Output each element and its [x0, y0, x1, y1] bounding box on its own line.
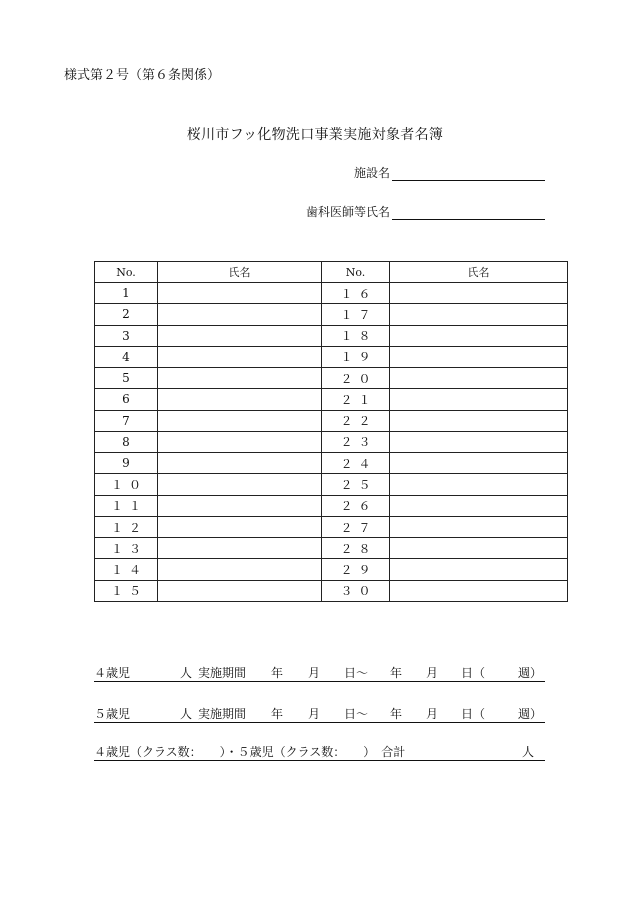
row-name-right[interactable] [390, 559, 568, 580]
row-no-left: 1 [95, 283, 158, 304]
row-name-left[interactable] [158, 453, 322, 474]
row-name-left[interactable] [158, 474, 322, 495]
row-no-right: ２６ [322, 495, 390, 516]
age5-person-unit: 人 [180, 707, 193, 721]
age4-label: ４歳児 [94, 666, 131, 680]
age4-year2: 年 [390, 666, 403, 680]
row-no-left: 7 [95, 410, 158, 431]
row-name-right[interactable] [390, 431, 568, 452]
age4-person-unit: 人 [180, 666, 193, 680]
row-no-left: 6 [95, 389, 158, 410]
table-row [95, 474, 568, 495]
row-no-right: ２５ [322, 474, 390, 495]
row-name-right[interactable] [390, 283, 568, 304]
row-no-left: 3 [95, 325, 158, 346]
row-no-right: ２７ [322, 516, 390, 537]
table-row [95, 410, 568, 431]
row-name-left[interactable] [158, 283, 322, 304]
row-no-right: ２４ [322, 453, 390, 474]
age5-month1: 月 [308, 707, 321, 721]
row-name-left[interactable] [158, 389, 322, 410]
row-no-right: ２９ [322, 559, 390, 580]
table-header-row [95, 262, 568, 283]
age5-label: ５歳児 [94, 707, 131, 721]
row-name-left[interactable] [158, 410, 322, 431]
row-name-right[interactable] [390, 580, 568, 601]
row-no-left: １２ [95, 516, 158, 537]
row-no-left: 4 [95, 346, 158, 367]
row-no-left: １４ [95, 559, 158, 580]
row-name-left[interactable] [158, 516, 322, 537]
table-row [95, 325, 568, 346]
row-name-left[interactable] [158, 325, 322, 346]
row-name-right[interactable] [390, 453, 568, 474]
facility-input-line[interactable] [392, 166, 545, 181]
table-row [95, 283, 568, 304]
class-count-total-label: ４歳児（クラス数： ）・５歳児（クラス数： ） 合計 [94, 745, 406, 759]
table-row [95, 516, 568, 537]
table-row [95, 431, 568, 452]
age4-month1: 月 [308, 666, 321, 680]
summary-row-age5 [94, 705, 545, 723]
row-no-left: １１ [95, 495, 158, 516]
row-no-right: １９ [322, 346, 390, 367]
table-row [95, 559, 568, 580]
table-row [95, 304, 568, 325]
row-name-right[interactable] [390, 389, 568, 410]
table-row [95, 580, 568, 601]
row-name-right[interactable] [390, 346, 568, 367]
row-name-left[interactable] [158, 304, 322, 325]
age5-month2: 月 [426, 707, 439, 721]
row-no-right: ２８ [322, 538, 390, 559]
row-no-right: ２１ [322, 389, 390, 410]
row-name-left[interactable] [158, 431, 322, 452]
row-name-left[interactable] [158, 559, 322, 580]
summary-row-age4 [94, 664, 545, 682]
row-name-right[interactable] [390, 410, 568, 431]
row-no-right: ２２ [322, 410, 390, 431]
row-no-right: ２３ [322, 431, 390, 452]
dentist-field[interactable] [306, 203, 545, 220]
dentist-input-line[interactable] [392, 205, 545, 220]
row-no-right: ３０ [322, 580, 390, 601]
row-name-right[interactable] [390, 538, 568, 559]
row-no-right: １７ [322, 304, 390, 325]
row-no-right: ２０ [322, 368, 390, 389]
row-name-left[interactable] [158, 495, 322, 516]
page-title: 桜川市フッ化物洗口事業実施対象者名簿 [186, 127, 444, 143]
age5-day2: 日（ [461, 707, 486, 721]
row-no-right: １８ [322, 325, 390, 346]
table-row [95, 389, 568, 410]
row-no-left: 5 [95, 368, 158, 389]
row-no-left: １３ [95, 538, 158, 559]
row-name-right[interactable] [390, 368, 568, 389]
age4-year1: 年 [271, 666, 284, 680]
row-no-left: 2 [95, 304, 158, 325]
age4-period-label: 実施期間 [198, 666, 247, 680]
row-name-left[interactable] [158, 368, 322, 389]
header-name-right: 氏名 [390, 262, 568, 283]
table-row [95, 368, 568, 389]
age4-day2: 日（ [461, 666, 486, 680]
row-name-left[interactable] [158, 538, 322, 559]
age5-year2: 年 [390, 707, 403, 721]
table-row [95, 538, 568, 559]
dentist-label: 歯科医師等氏名 [305, 205, 390, 219]
header-no-left: No. [95, 262, 158, 283]
row-no-left: 9 [95, 453, 158, 474]
total-person-unit: 人 [522, 745, 535, 759]
row-no-left: １５ [95, 580, 158, 601]
row-name-right[interactable] [390, 516, 568, 537]
age5-year1: 年 [271, 707, 284, 721]
table-row [95, 453, 568, 474]
header-no-right: No. [322, 262, 390, 283]
row-no-left: １０ [95, 474, 158, 495]
row-name-right[interactable] [390, 325, 568, 346]
age4-day1: 日～ [344, 666, 369, 680]
row-name-right[interactable] [390, 495, 568, 516]
age5-period-label: 実施期間 [198, 707, 247, 721]
form-number: 様式第２号（第６条関係） [64, 68, 221, 83]
row-no-right: １６ [322, 283, 390, 304]
facility-field[interactable] [354, 164, 545, 181]
age5-week: 週） [518, 707, 543, 721]
row-name-left[interactable] [158, 580, 322, 601]
row-name-right[interactable] [390, 304, 568, 325]
summary-row-total [94, 743, 545, 761]
age4-month2: 月 [426, 666, 439, 680]
age5-day1: 日～ [344, 707, 369, 721]
row-name-right[interactable] [390, 474, 568, 495]
header-name-left: 氏名 [158, 262, 322, 283]
row-no-left: 8 [95, 431, 158, 452]
table-row [95, 346, 568, 367]
roster-table [94, 261, 568, 602]
age4-week: 週） [518, 666, 543, 680]
facility-label: 施設名 [353, 166, 390, 180]
row-name-left[interactable] [158, 346, 322, 367]
table-row [95, 495, 568, 516]
